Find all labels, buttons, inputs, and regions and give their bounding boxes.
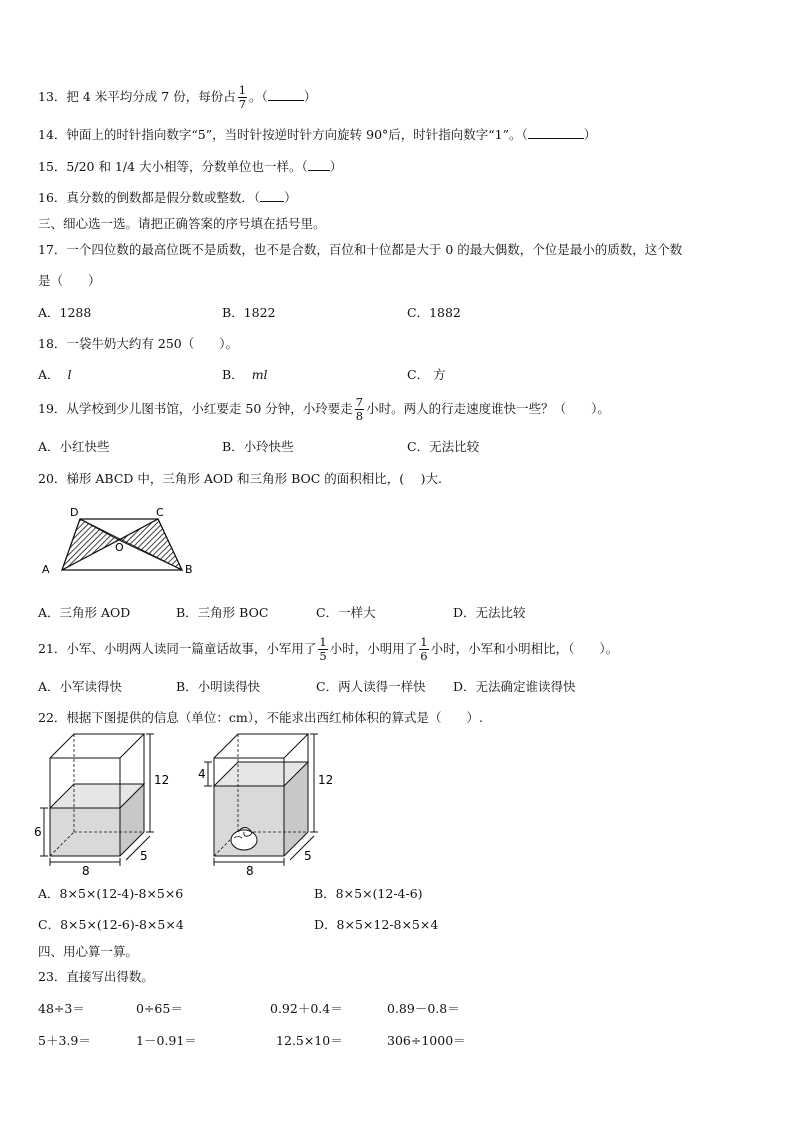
q19-option-c[interactable]: C．无法比较 xyxy=(407,439,480,454)
q19-fraction-denominator: 8 xyxy=(355,409,364,423)
q21-fraction-2 xyxy=(419,636,428,663)
container-figure-2 xyxy=(198,728,338,878)
q19-fraction xyxy=(355,396,364,423)
q14-answer-blank[interactable] xyxy=(528,126,584,139)
question-22: 22．根据下图提供的信息（单位：cm），不能求出西红柿体积的算式是（ ）. xyxy=(38,710,483,725)
q18-option-b-unit: ml xyxy=(251,367,268,382)
q13-text: 13．把 4 米平均分成 7 份，每份占 xyxy=(38,89,236,104)
question-15 xyxy=(38,157,342,175)
q17-option-a[interactable]: A．1288 xyxy=(38,305,92,320)
calc-item: 0.92＋0.4＝ xyxy=(270,1001,343,1016)
q21-option-c[interactable]: C．两人读得一样快 xyxy=(316,679,426,694)
q13-fraction xyxy=(238,84,247,111)
q18-option-c-prefix: C． xyxy=(407,367,430,382)
q18-option-c-unit: 方 xyxy=(433,367,446,382)
label-c: C xyxy=(156,506,164,519)
q19-fraction-numerator: 7 xyxy=(355,395,364,409)
q19-text-tail: 小时。两人的行走速度谁快一些？（ ）。 xyxy=(366,401,610,416)
label-a: A xyxy=(42,563,50,576)
q19-option-a[interactable]: A．小红快些 xyxy=(38,439,110,454)
q21-text: 21．小军、小明两人读同一篇童话故事，小军用了 xyxy=(38,641,317,656)
q21-text-tail: 小时，小军和小明相比，（ ）。 xyxy=(430,641,619,656)
trapezoid-figure xyxy=(36,502,206,580)
q18-option-a-prefix: A． xyxy=(38,367,60,382)
calc-item: 5＋3.9＝ xyxy=(38,1033,91,1048)
dim-width-label: 8 xyxy=(82,864,90,878)
q18-option-a-unit: l xyxy=(67,367,72,382)
q17-option-b[interactable]: B．1822 xyxy=(222,305,276,320)
q20-option-d[interactable]: D．无法比较 xyxy=(453,605,526,620)
q21-option-a[interactable]: A．小军读得快 xyxy=(38,679,123,694)
q16-close-paren: ） xyxy=(284,190,297,205)
q20-option-b[interactable]: B．三角形 BOC xyxy=(176,605,269,620)
q17-option-c[interactable]: C．1882 xyxy=(407,305,461,320)
box-top-back xyxy=(50,734,144,758)
section-4-heading: 四、用心算一算。 xyxy=(38,944,139,959)
dim-height-label: 12 xyxy=(154,773,170,787)
q15-text: 15．5/20 和 1/4 大小相等，分数单位也一样。（ xyxy=(38,159,308,174)
dim-width-label: 8 xyxy=(246,864,254,878)
dim-depth-label: 5 xyxy=(304,849,312,863)
q21-fraction-1-numerator: 1 xyxy=(319,635,327,649)
q22-option-d[interactable]: D．8×5×12-8×5×4 xyxy=(314,917,439,932)
question-14 xyxy=(38,125,596,143)
q20-option-c[interactable]: C．一样大 xyxy=(316,605,376,620)
dim-height-label: 12 xyxy=(318,773,334,787)
calc-item: 48÷3＝ xyxy=(38,1001,85,1016)
q16-answer-blank[interactable] xyxy=(260,189,284,202)
question-18: 18．一袋牛奶大约有 250（ ）。 xyxy=(38,336,238,351)
q22-option-c[interactable]: C．8×5×(12-6)-8×5×4 xyxy=(38,917,184,932)
q21-fraction-1-denominator: 5 xyxy=(319,649,327,663)
section-3-heading: 三、细心选一选。请把正确答案的序号填在括号里。 xyxy=(38,216,326,231)
calc-item: 0.89－0.8＝ xyxy=(387,1001,460,1016)
q14-close-paren: ） xyxy=(583,127,597,142)
q21-fraction-2-numerator: 1 xyxy=(420,635,428,649)
calc-item: 306÷1000＝ xyxy=(387,1033,466,1048)
q15-answer-blank[interactable] xyxy=(308,158,330,171)
q13-text-tail: 。（ xyxy=(249,89,268,104)
q22-option-a[interactable]: A．8×5×(12-4)-8×5×6 xyxy=(38,886,184,901)
q13-fraction-denominator: 7 xyxy=(238,97,247,111)
q21-fraction-2-denominator: 6 xyxy=(420,649,428,663)
q18-option-b-prefix: B． xyxy=(222,367,244,382)
q13-fraction-numerator: 1 xyxy=(238,83,247,97)
q15-close-paren: ） xyxy=(329,159,343,174)
q17-line-1: 17．一个四位数的最高位既不是质数，也不是合数，百位和十位都是大于 0 的最大偶数，个位是最小的质数，这个数 xyxy=(38,242,683,257)
calc-item: 1－0.91＝ xyxy=(136,1033,197,1048)
q18-option-c[interactable] xyxy=(407,365,446,383)
q13-close-paren: ） xyxy=(303,89,317,104)
q19-text: 19．从学校到少儿图书馆，小红要走 50 分钟，小玲要走 xyxy=(38,401,353,416)
q18-option-b[interactable] xyxy=(222,365,268,383)
q20-option-a[interactable]: A．三角形 AOD xyxy=(38,605,131,620)
box-top-back xyxy=(214,734,308,758)
calc-item: 0÷65＝ xyxy=(136,1001,183,1016)
question-23: 23．直接写出得数。 xyxy=(38,969,154,984)
dim-rise-label: 4 xyxy=(198,767,206,781)
q16-text: 16．真分数的倒数都是假分数或整数．（ xyxy=(38,190,261,205)
q21-text-mid: 小时，小明用了 xyxy=(329,641,418,656)
q14-text: 14．钟面上的时针指向数字“5”，当时针按逆时针方向旋转 90°后，时针指向数字“1”。（ xyxy=(38,127,528,142)
q21-option-b[interactable]: B．小明读得快 xyxy=(176,679,261,694)
container-figure-1 xyxy=(34,728,174,878)
dim-depth-label: 5 xyxy=(140,849,148,863)
question-13 xyxy=(38,84,316,111)
question-16 xyxy=(38,188,297,206)
label-d: D xyxy=(70,506,79,519)
question-21 xyxy=(38,636,618,663)
question-19 xyxy=(38,396,610,423)
q21-option-d[interactable]: D．无法确定谁读得快 xyxy=(453,679,576,694)
q17-line-2: 是（ ） xyxy=(38,273,101,288)
q21-fraction-1 xyxy=(318,636,327,663)
dim-water-label: 6 xyxy=(34,825,42,839)
q19-option-b[interactable]: B．小玲快些 xyxy=(222,439,294,454)
q22-option-b[interactable]: B．8×5×(12-4-6) xyxy=(314,886,423,901)
triangle-boc xyxy=(119,519,182,570)
label-o: O xyxy=(115,541,124,554)
question-20: 20．梯形 ABCD 中，三角形 AOD 和三角形 BOC 的面积相比，( )大. xyxy=(38,471,443,486)
label-b: B xyxy=(185,563,193,576)
calc-item: 12.5×10＝ xyxy=(276,1033,343,1048)
q13-answer-blank[interactable] xyxy=(268,88,304,101)
q18-option-a[interactable] xyxy=(38,365,72,383)
